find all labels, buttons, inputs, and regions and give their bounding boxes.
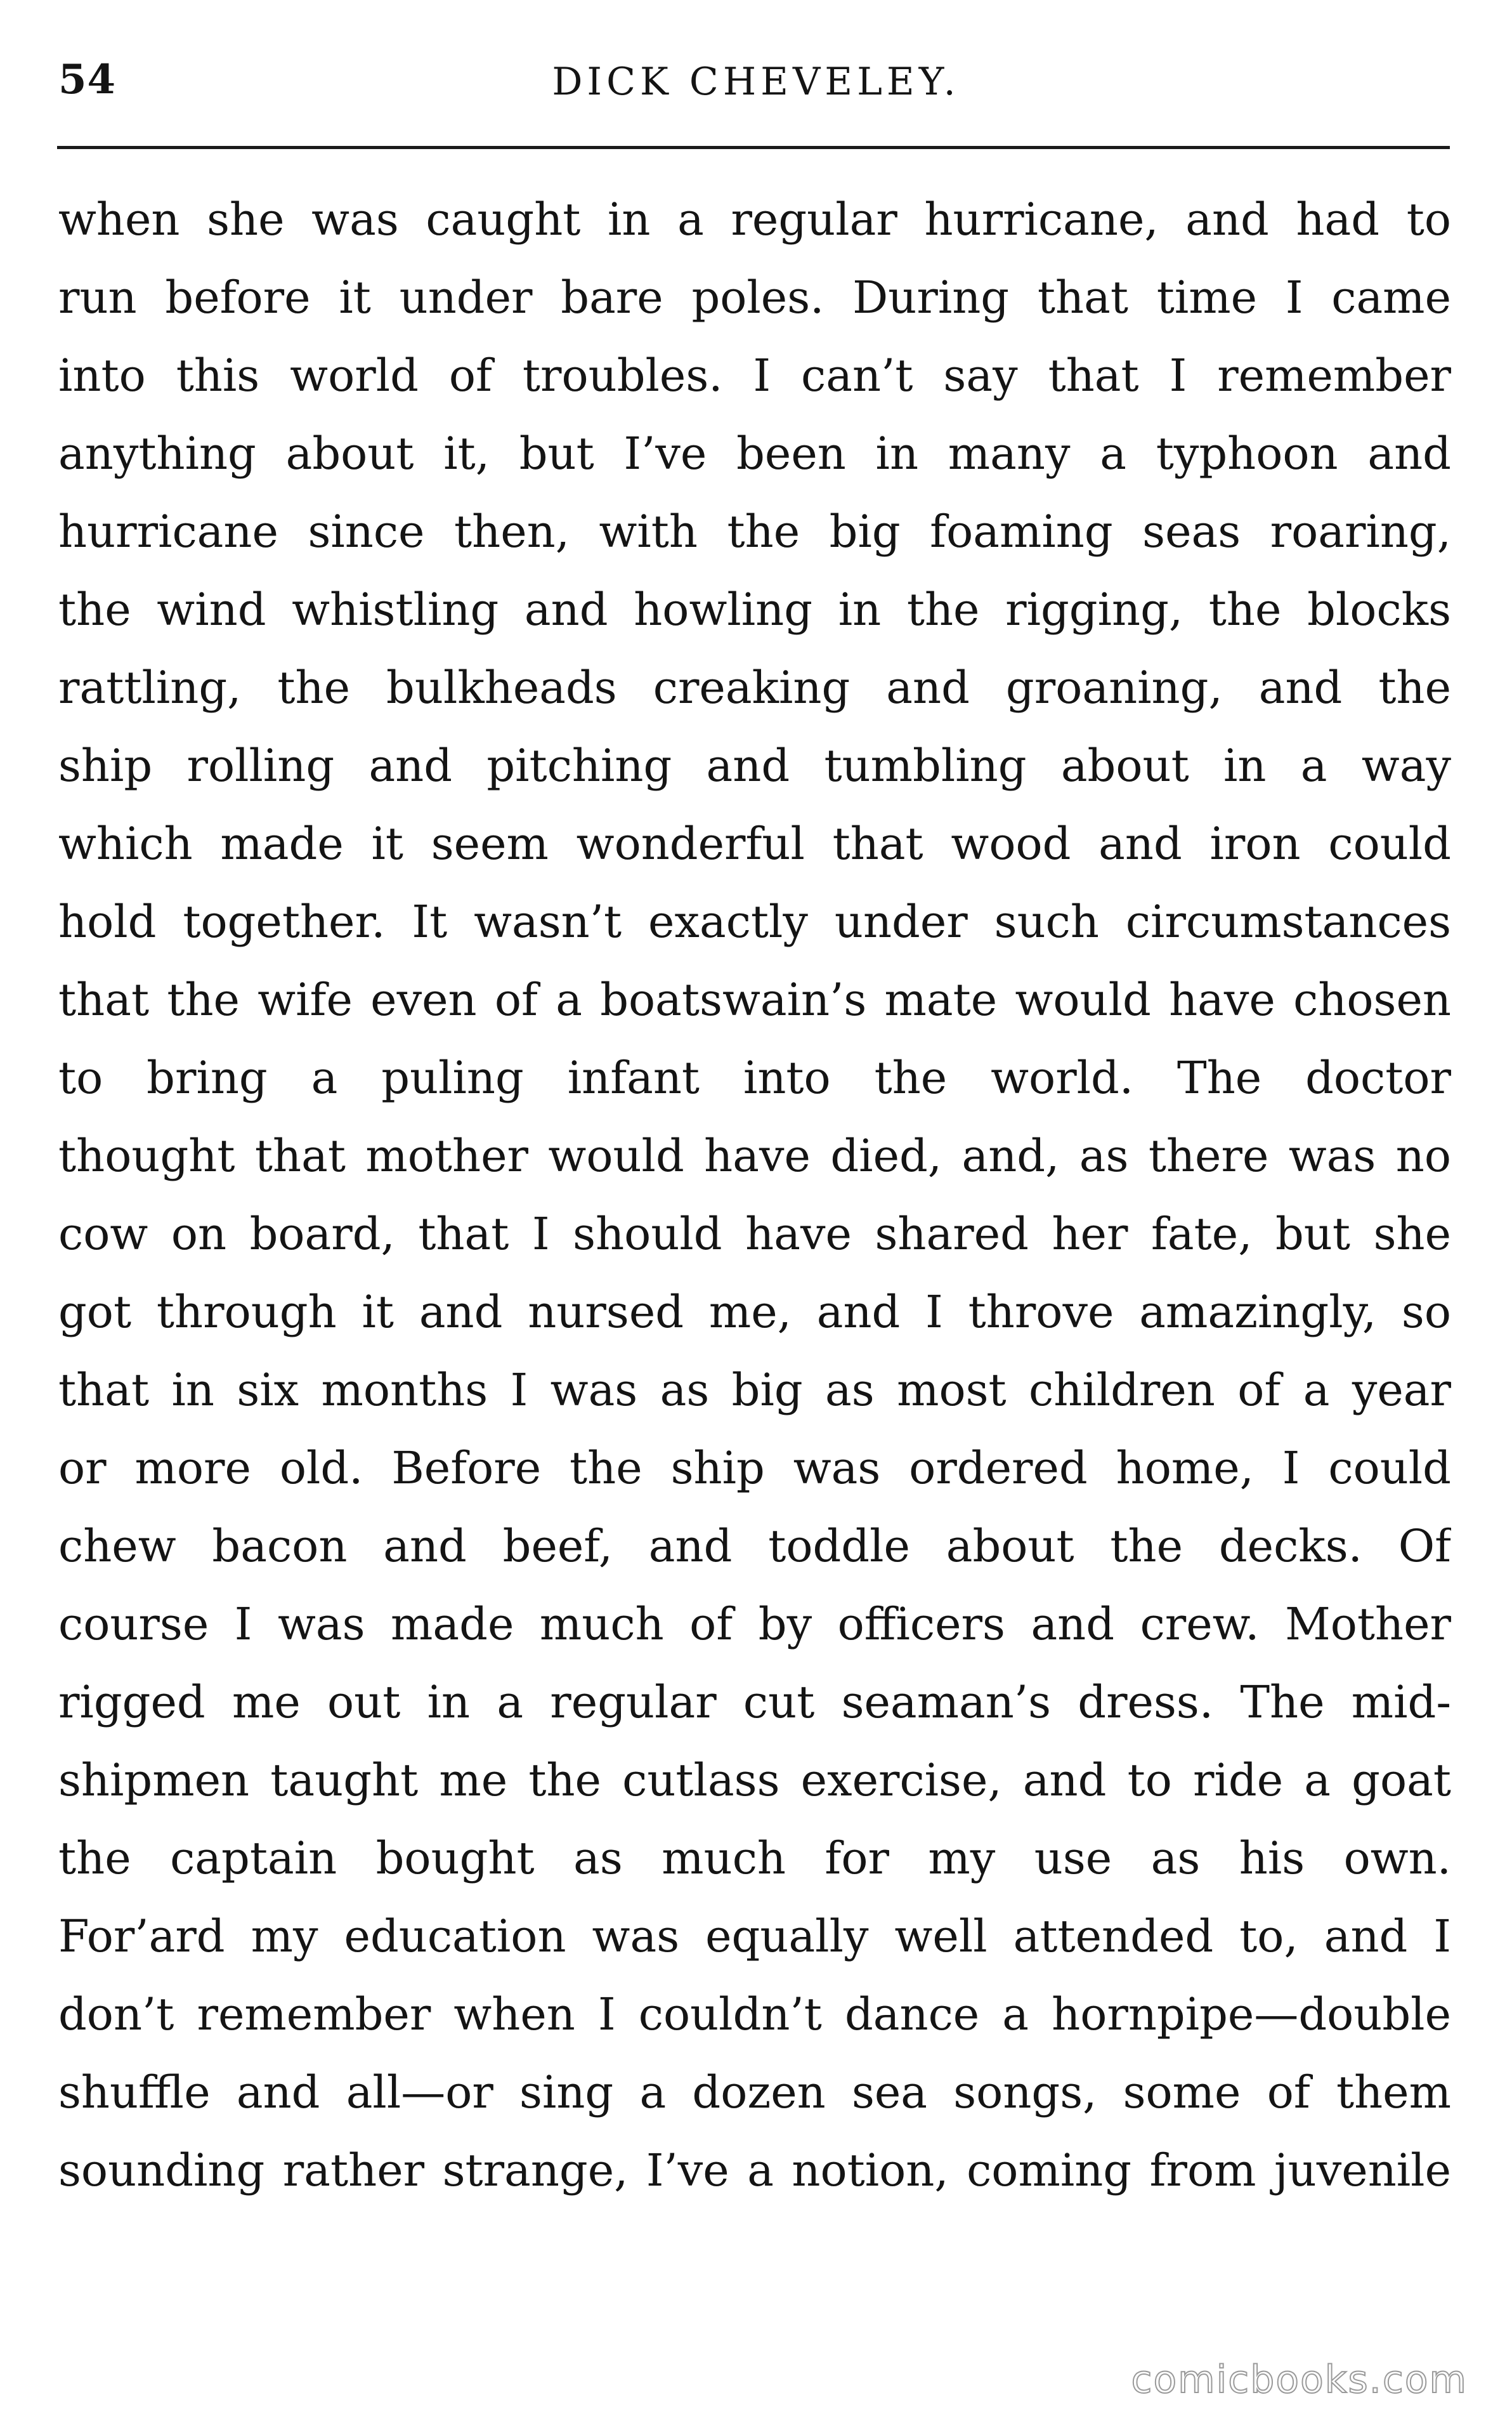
text-line: to bring a puling infant into the world. The doctor — [58, 1052, 1451, 1104]
page-number: 54 — [58, 56, 117, 103]
text-line: that the wife even of a boatswain’s mate would have chosen — [58, 974, 1451, 1026]
text-line: that in six months I was as big as most children of a year — [58, 1364, 1451, 1416]
header-rule — [57, 146, 1450, 149]
site-watermark: comicbooks.com — [1131, 2358, 1468, 2402]
text-line: into this world of troubles. I can’t say that I remember — [58, 350, 1451, 402]
text-line: shipmen taught me the cutlass exercise, and to ride a goat — [58, 1754, 1451, 1806]
text-line: got through it and nursed me, and I throve amazingly, so — [58, 1286, 1451, 1338]
text-line: hurricane since then, with the big foaming seas roaring, — [58, 506, 1451, 558]
text-line: hold together. It wasn’t exactly under such circumstances — [58, 896, 1451, 948]
text-line: shuffle and all—or sing a dozen sea songs, some of them — [58, 2066, 1451, 2118]
text-line: run before it under bare poles. During that time I came — [58, 272, 1451, 324]
text-line: rigged me out in a regular cut seaman’s dress. The mid- — [58, 1676, 1451, 1728]
text-line: which made it seem wonderful that wood and iron could — [58, 818, 1451, 870]
text-line: the wind whistling and howling in the rigging, the blocks — [58, 584, 1451, 636]
body-text — [58, 181, 1451, 2210]
text-line: rattling, the bulkheads creaking and groaning, and the — [58, 662, 1451, 714]
running-title: DICK CHEVELEY. — [552, 60, 960, 104]
text-line: thought that mother would have died, and, as there was no — [58, 1130, 1451, 1182]
text-line: when she was caught in a regular hurricane, and had to — [58, 194, 1451, 246]
text-line: ship rolling and pitching and tumbling about in a way — [58, 740, 1451, 792]
text-line: the captain bought as much for my use as his own. — [58, 1832, 1451, 1884]
text-line: sounding rather strange, I’ve a notion, coming from juvenile — [58, 2144, 1451, 2196]
text-line: course I was made much of by officers and crew. Mother — [58, 1598, 1451, 1650]
text-line: don’t remember when I couldn’t dance a hornpipe—double — [58, 1988, 1451, 2040]
text-line: For’ard my education was equally well attended to, and I — [58, 1910, 1451, 1962]
text-line: cow on board, that I should have shared her fate, but she — [58, 1208, 1451, 1260]
text-line: chew bacon and beef, and toddle about the decks. Of — [58, 1520, 1451, 1572]
text-line: or more old. Before the ship was ordered home, I could — [58, 1442, 1451, 1494]
text-line: anything about it, but I’ve been in many a typhoon and — [58, 428, 1451, 480]
